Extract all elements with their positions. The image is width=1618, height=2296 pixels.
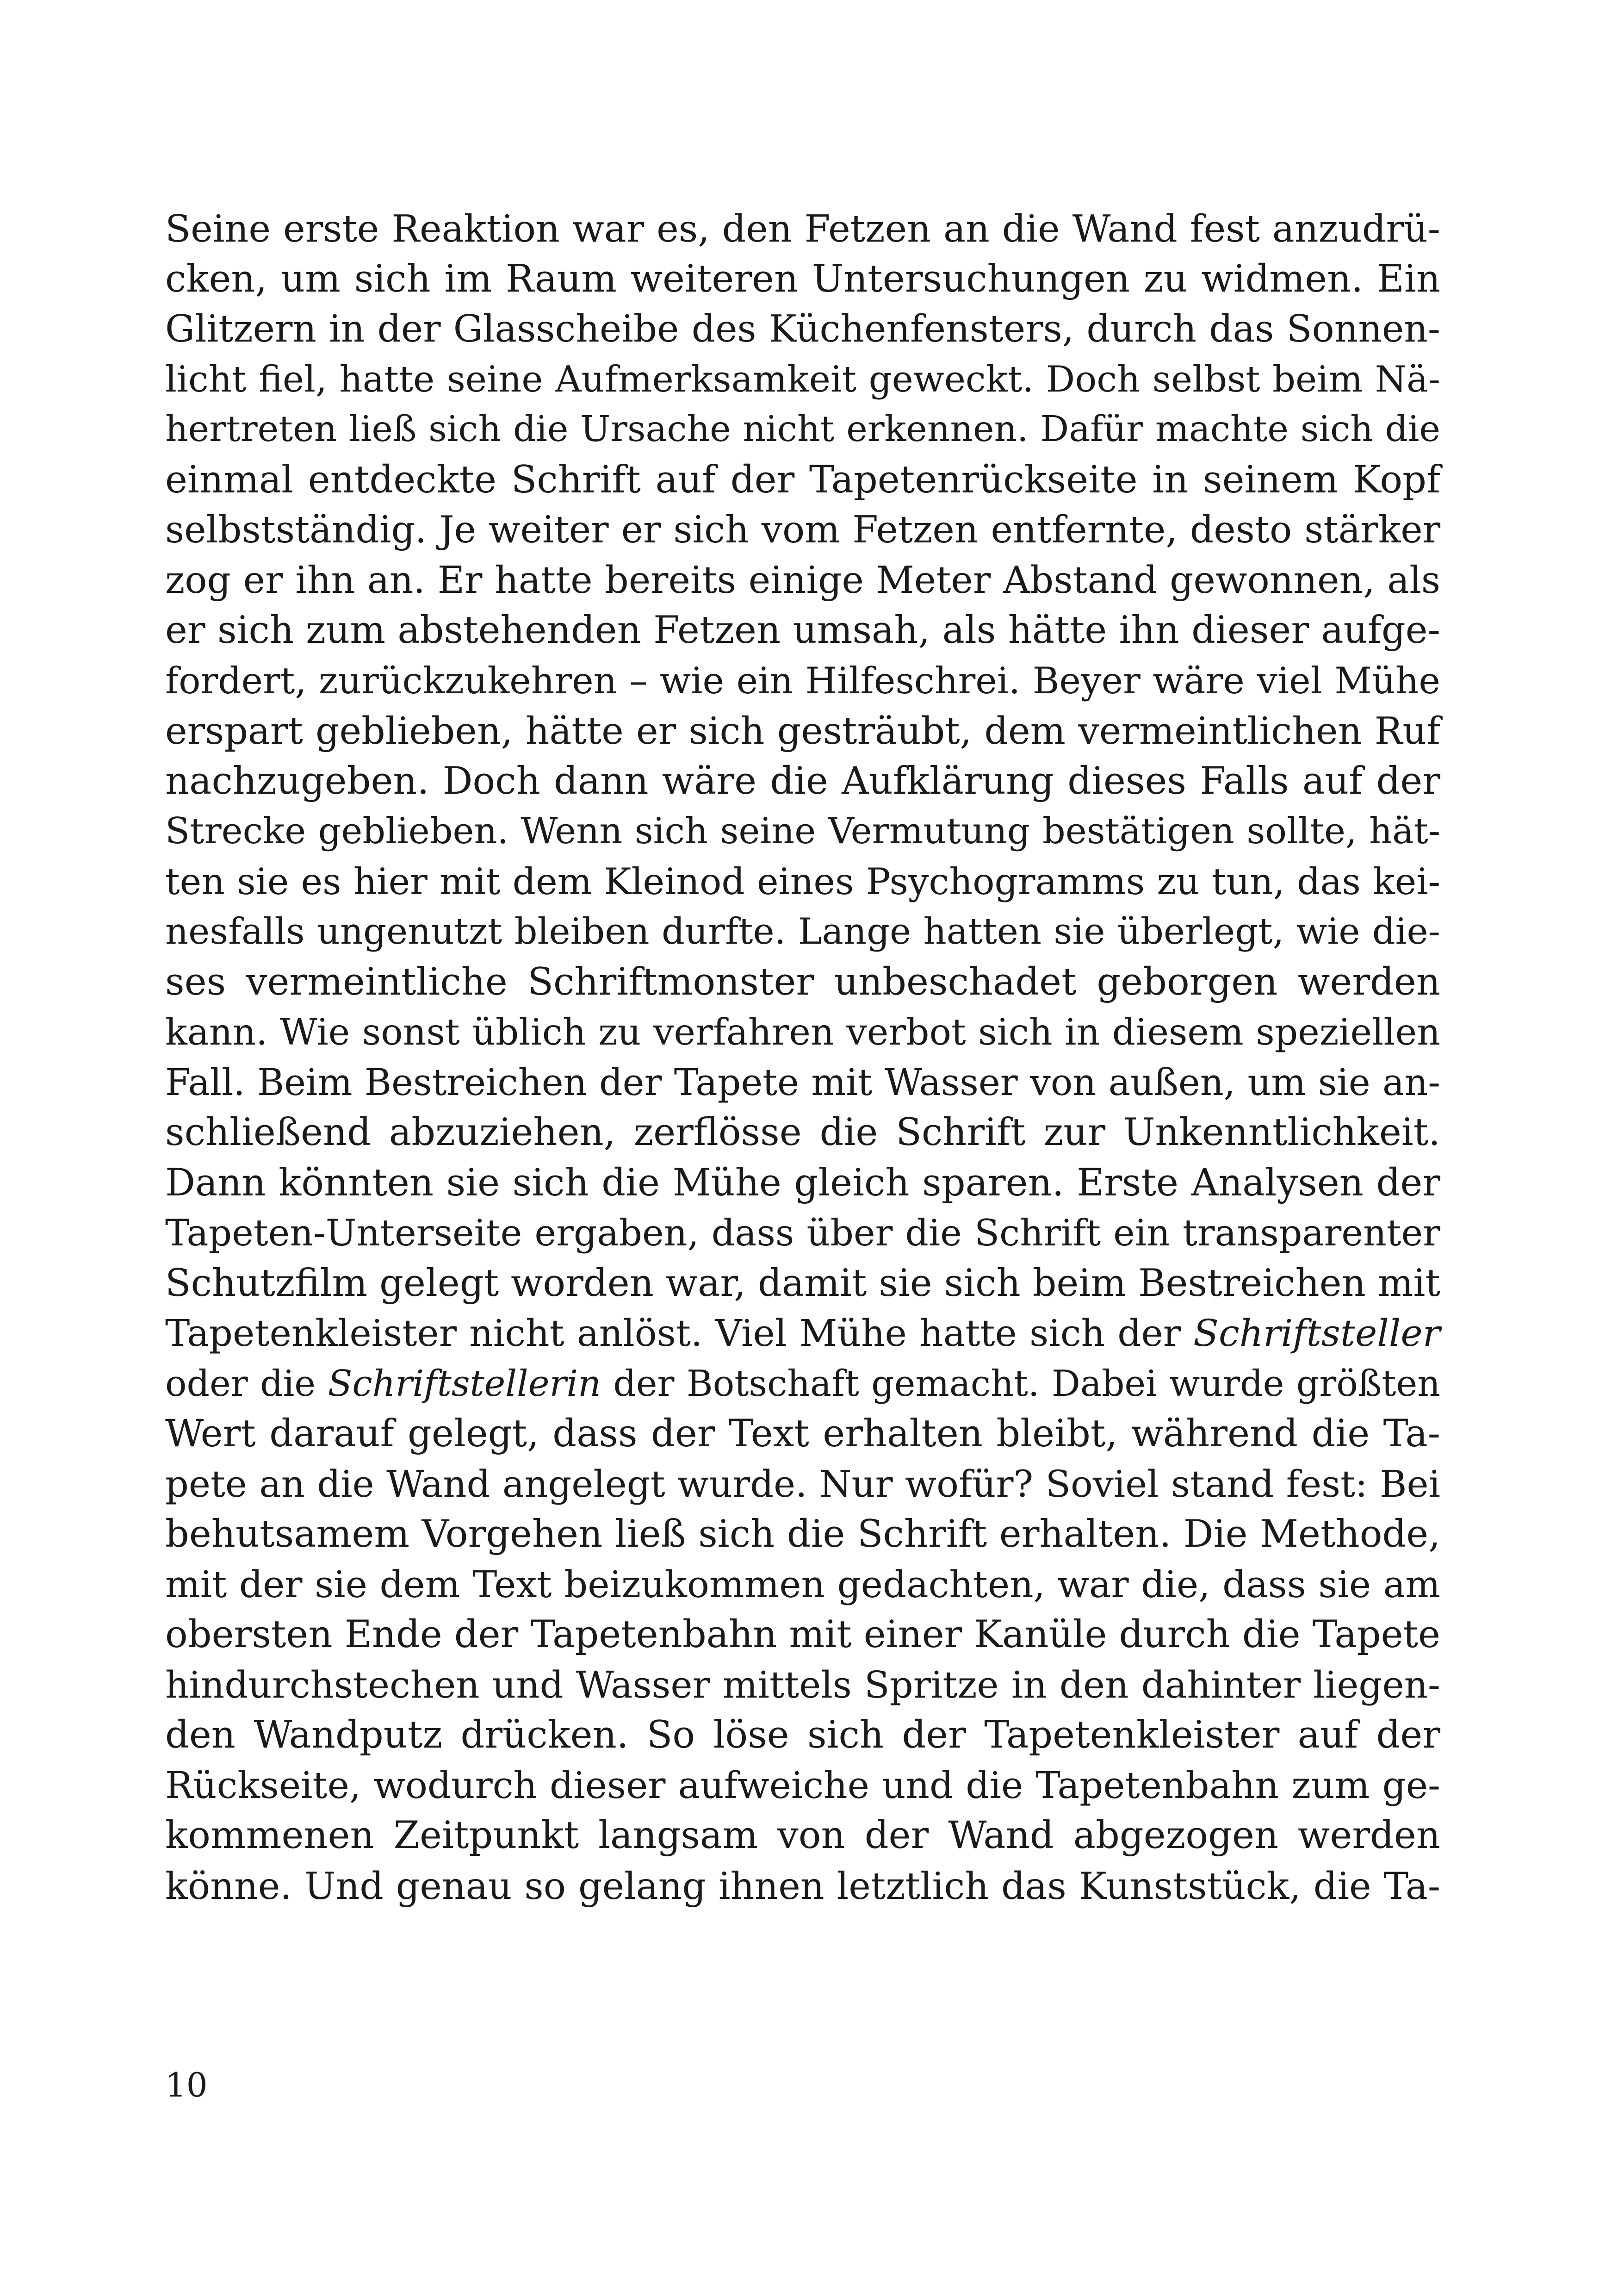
text-line: Dann könnten sie sich die Mühe gleich sparen. Erste Analysen der <box>165 1161 1440 1205</box>
line-text: Tapetenkleister nicht anlöst. Viel Mühe hatte sich der <box>165 1312 1194 1355</box>
text-line: Wert darauf gelegt, dass der Text erhalten bleibt, während die Ta- <box>165 1412 1440 1456</box>
text-line: könne. Und genau so gelang ihnen letztlich das Kunststück, die Ta- <box>165 1864 1440 1908</box>
text-line: Tapeten-Unterseite ergaben, dass über die Schrift ein transparenter <box>165 1212 1440 1254</box>
text-line <box>165 1308 1440 1359</box>
text-line: nachzugeben. Doch dann wäre die Aufklärung dieses Falls auf der <box>165 759 1440 803</box>
line-text: oder die <box>165 1363 328 1405</box>
text-line: Seine erste Reaktion war es, den Fetzen an die Wand fest anzudrü- <box>165 207 1440 250</box>
text-line: Rückseite, wodurch dieser aufweiche und die Tapetenbahn zum ge- <box>165 1763 1440 1807</box>
text-line: obersten Ende der Tapetenbahn mit einer Kanüle durch die Tapete <box>165 1613 1440 1656</box>
page-number: 10 <box>165 2066 208 2104</box>
italic-term: Schriftsteller <box>1193 1312 1440 1355</box>
text-line: pete an die Wand angelegt wurde. Nur wofür? Soviel stand fest: Bei <box>165 1462 1440 1506</box>
text-line: Fall. Beim Bestreichen der Tapete mit Wasser von außen, um sie an- <box>165 1061 1440 1104</box>
text-line: licht fiel, hatte seine Aufmerksamkeit geweckt. Doch selbst beim Nä- <box>165 358 1440 400</box>
text-line: ses vermeintliche Schriftmonster unbeschadet geborgen werden <box>165 960 1440 1004</box>
italic-term: Schriftstellerin <box>328 1363 601 1405</box>
text-line: Schutzfilm gelegt worden war, damit sie sich beim Bestreichen mit <box>165 1261 1440 1305</box>
text-line: den Wandputz drücken. So löse sich der Tapetenkleister auf der <box>165 1713 1440 1757</box>
body-text <box>165 204 1440 1911</box>
text-line: zog er ihn an. Er hatte bereits einige Meter Abstand gewonnen, als <box>165 558 1440 602</box>
line-text: der Botschaft gemacht. Dabei wurde größten <box>601 1363 1440 1405</box>
text-line: behutsamem Vorgehen ließ sich die Schrift erhalten. Die Methode, <box>165 1512 1440 1556</box>
text-line: fordert, zurückzukehren – wie ein Hilfeschrei. Beyer wäre viel Mühe <box>165 659 1440 702</box>
text-line: cken, um sich im Raum weiteren Untersuchungen zu widmen. Ein <box>165 257 1440 301</box>
text-line: hindurchstechen und Wasser mittels Spritze in den dahinter liegen- <box>165 1663 1440 1706</box>
text-line <box>165 1359 1440 1409</box>
text-line: einmal entdeckte Schrift auf der Tapetenrückseite in seinem Kopf <box>165 458 1440 502</box>
text-line: nesfalls ungenutzt bleiben durfte. Lange hatten sie überlegt, wie die- <box>165 911 1440 952</box>
text-line: erspart geblieben, hätte er sich gesträubt, dem vermeintlichen Ruf <box>165 709 1440 753</box>
text-line: kommenen Zeitpunkt langsam von der Wand abgezogen werden <box>165 1814 1440 1857</box>
text-line: Glitzern in der Glasscheibe des Küchenfensters, durch das Sonnen- <box>165 307 1440 350</box>
text-line: schließend abzuziehen, zerflösse die Schrift zur Unkenntlichkeit. <box>165 1111 1440 1154</box>
text-line: hertreten ließ sich die Ursache nicht erkennen. Dafür machte sich die <box>165 409 1440 450</box>
text-line: selbstständig. Je weiter er sich vom Fetzen entfernte, desto stärker <box>165 508 1440 551</box>
text-line: mit der sie dem Text beizukommen gedachten, war die, dass sie am <box>165 1562 1440 1606</box>
text-line: er sich zum abstehenden Fetzen umsah, als hätte ihn dieser aufge- <box>165 609 1440 652</box>
text-line: kann. Wie sonst üblich zu verfahren verbot sich in diesem speziellen <box>165 1011 1440 1053</box>
text-line: Strecke geblieben. Wenn sich seine Vermutung bestätigen sollte, hät- <box>165 810 1440 852</box>
text-line: ten sie es hier mit dem Kleinod eines Psychogramms zu tun, das kei- <box>165 860 1440 903</box>
